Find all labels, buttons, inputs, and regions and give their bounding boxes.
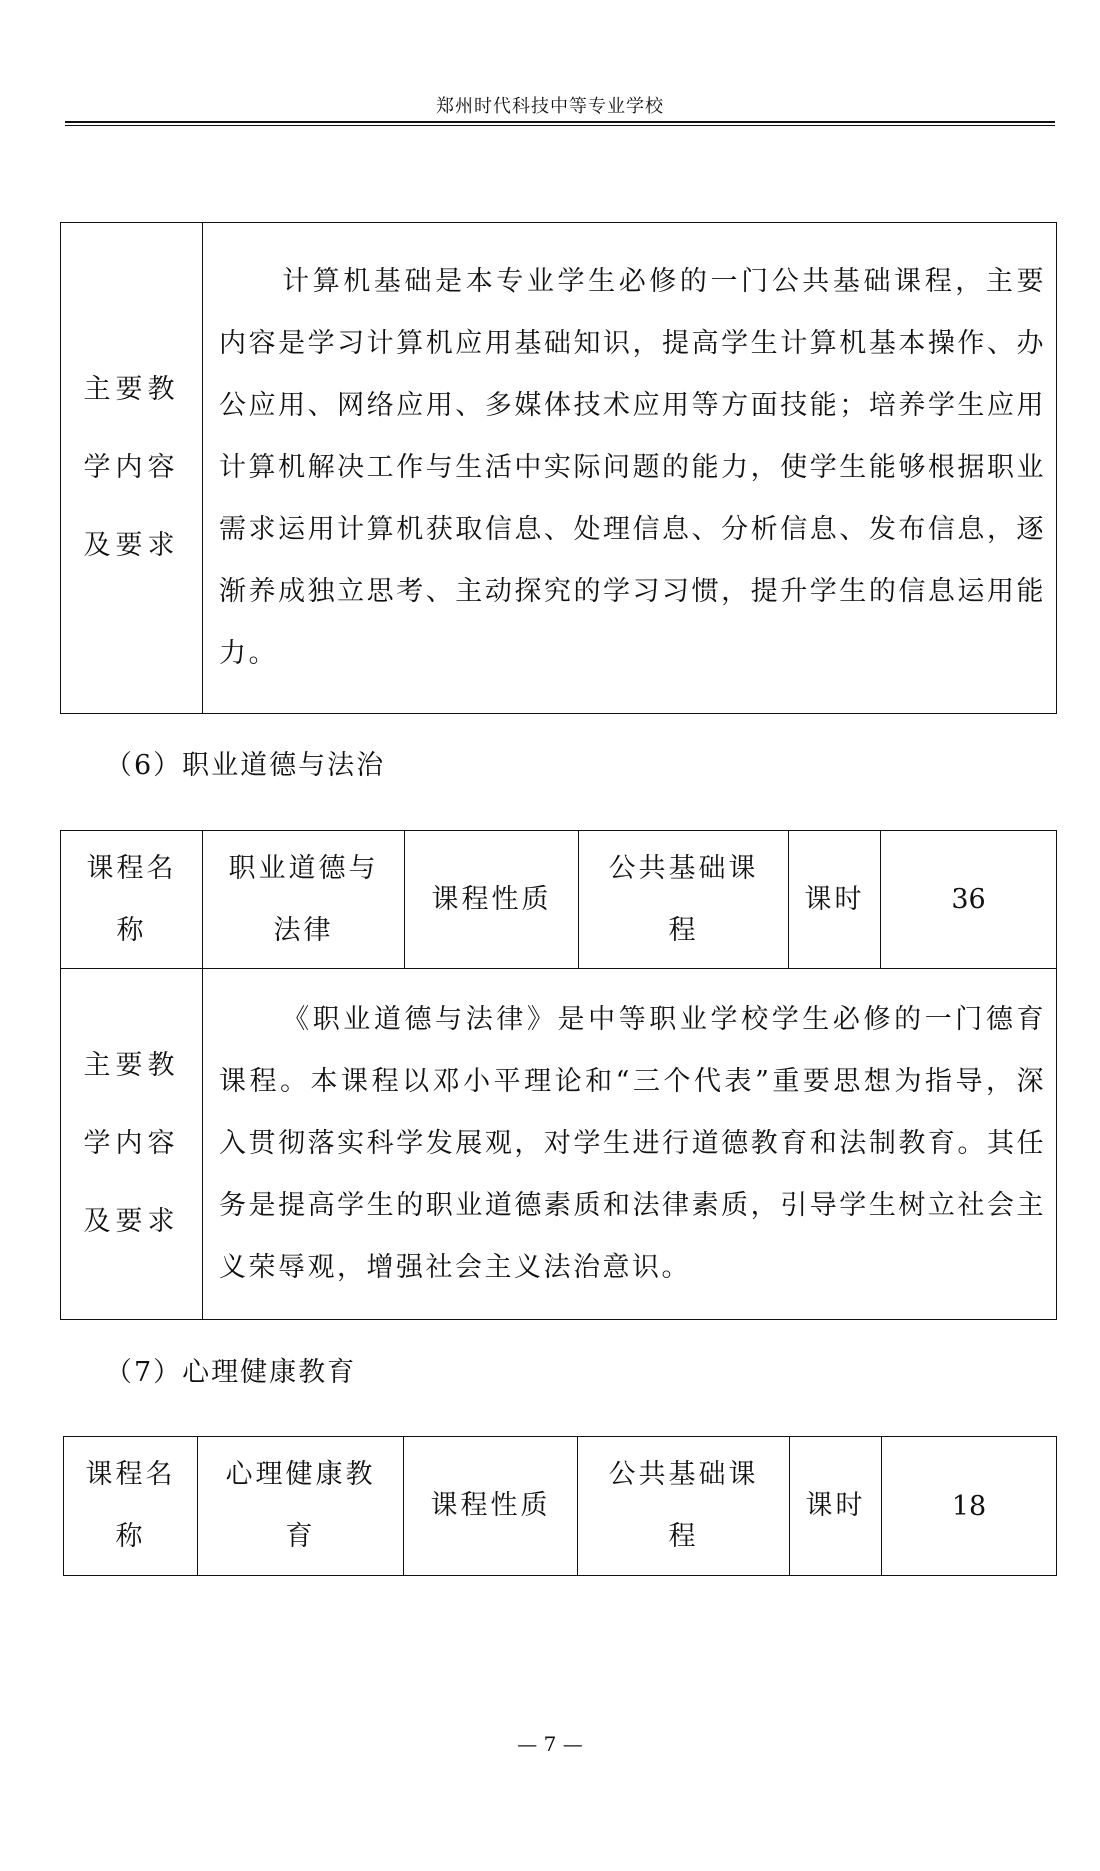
value-line: 程 [668,914,699,946]
course-name-value [198,1437,404,1576]
label-line: 及要求 [83,530,180,561]
header-rule-thin [65,125,1055,126]
course-info-table-ethics [60,830,1057,1320]
course-nature-label: 课程性质 [405,831,579,969]
label-line: 学内容 [83,1128,180,1159]
content-requirements-label [61,223,203,714]
label-line: 称 [115,1521,146,1552]
value-line: 公共基础课 [608,852,759,884]
value-line: 育 [285,1521,316,1552]
label-line: 主要教 [83,1050,180,1081]
label-line: 及要求 [83,1206,180,1237]
label-line: 主要教 [83,374,180,405]
course-name-label [64,1437,198,1576]
content-requirements-label [61,969,203,1320]
course-name-label [61,831,203,969]
hours-label: 课时 [790,1437,882,1576]
value-line: 程 [668,1521,699,1552]
hours-value: 36 [881,831,1057,969]
value-line: 心理健康教 [225,1459,376,1490]
course-nature-label: 课程性质 [404,1437,578,1576]
hours-label: 课时 [789,831,881,969]
hours-value: 18 [882,1437,1057,1576]
value-line: 法律 [273,914,334,946]
label-line: 学内容 [83,452,180,483]
page-number: — 7 — [517,1732,583,1756]
label-line: 课程名 [86,852,177,884]
value-line: 职业道德与 [228,852,379,884]
page-header-title: 郑州时代科技中等专业学校 [436,96,664,117]
course-info-table-psychology [63,1436,1057,1576]
section-heading-6: （6）职业道德与法治 [105,750,386,781]
label-line: 课程名 [85,1459,176,1490]
course-nature-value [578,1437,790,1576]
course-name-value [203,831,405,969]
label-line: 称 [116,914,147,946]
content-text: 《职业道德与法律》是中等职业学校学生必修的一门德育课程。本课程以邓小平理论和“三个代表”重要思想为指导，深入贯彻落实科学发展观，对学生进行道德教育和法制教育。其任务是提高学生的职业道德素质和法律素质，引导学生树立社会主义荣辱观，增强社会主义法治意识。 [219,1004,1046,1283]
section-heading-7: （7）心理健康教育 [105,1357,357,1388]
content-text: 计算机基础是本专业学生必修的一门公共基础课程，主要内容是学习计算机应用基础知识，提高学生计算机基本操作、办公应用、网络应用、多媒体技术应用等方面技能；培养学生应用计算机解决工作与生活中实际问题的能力，使学生能够根据职业需求运用计算机获取信息、处理信息、分析信息、发布信息，逐渐养成独立思考、主动探究的学习习惯，提升学生的信息运用能力。 [219,266,1046,669]
header-rule [65,121,1055,123]
course-content-table-computer [60,222,1057,714]
content-requirements-text [203,969,1057,1320]
course-nature-value [579,831,789,969]
content-requirements-text [203,223,1057,714]
value-line: 公共基础课 [608,1459,759,1490]
